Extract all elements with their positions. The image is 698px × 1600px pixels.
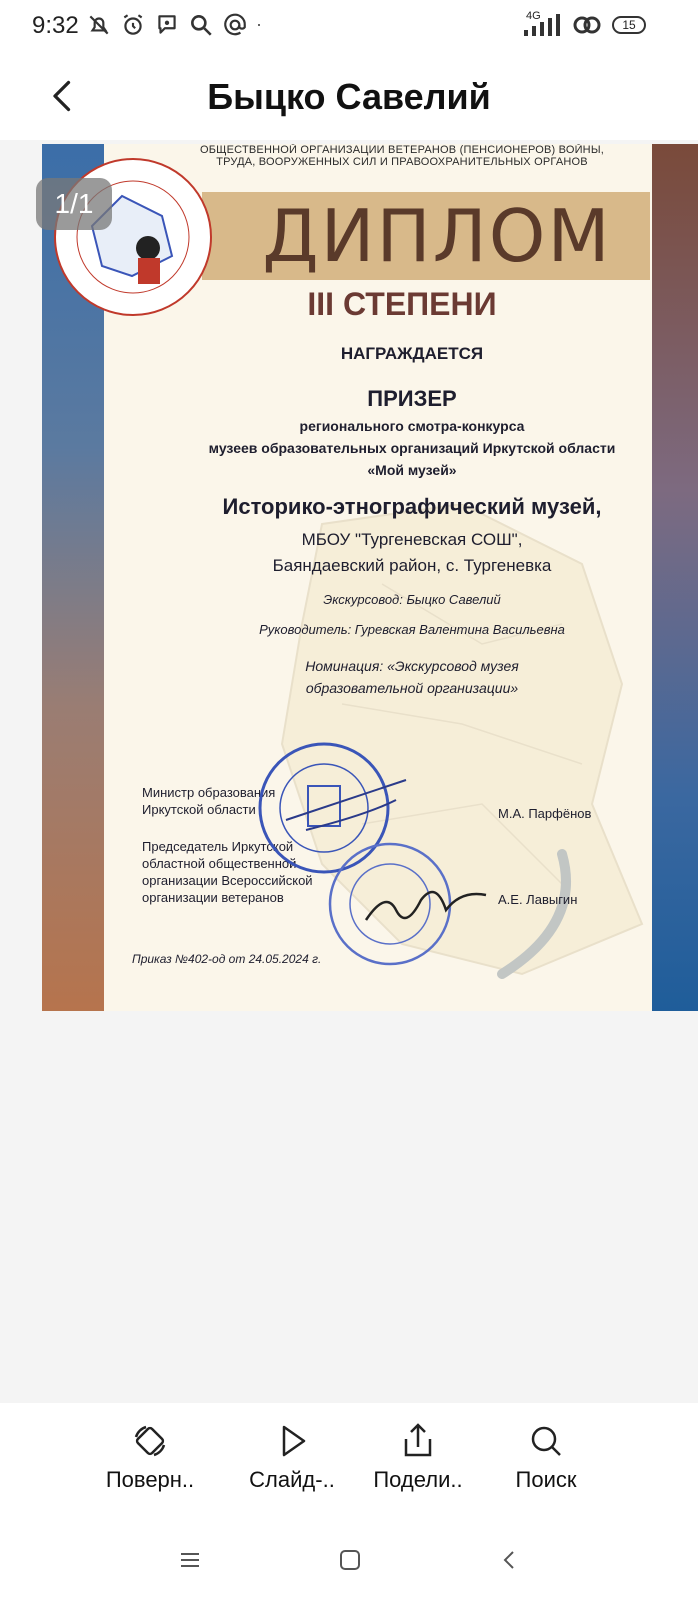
prize-text: ПРИЗЕР	[367, 386, 457, 411]
contest-line-1: регионального смотра-конкурса	[299, 418, 525, 434]
signal-icon	[522, 12, 562, 38]
search-label: Поиск	[515, 1467, 577, 1492]
slideshow-label: Слайд-..	[249, 1467, 335, 1492]
signature-1-line-1: Министр образования	[142, 785, 276, 800]
museum-name: Историко-этнографический музей,	[222, 494, 602, 519]
signature-1-line-2: Иркутской области	[142, 802, 256, 817]
order-line: Приказ №402-од от 24.05.2024 г.	[132, 952, 322, 966]
play-icon	[272, 1421, 312, 1461]
header-line-2: ТРУДА, ВООРУЖЕННЫХ СИЛ И ПРАВООХРАНИТЕЛЬНЫХ ОРГАНОВ	[216, 156, 588, 168]
status-time: 9:32	[32, 12, 79, 39]
dot-icon	[256, 12, 268, 38]
rotate-label: Поверн..	[105, 1467, 195, 1492]
home-square-icon	[338, 1548, 362, 1572]
slideshow-button[interactable]	[222, 1421, 362, 1493]
status-right	[522, 12, 646, 38]
share-label: Подели..	[373, 1467, 463, 1492]
school-place: Баяндаевский район, с. Тургеневка	[272, 556, 552, 575]
handwritten-signatures	[246, 760, 546, 960]
menu-button[interactable]	[170, 1542, 210, 1578]
share-icon	[398, 1421, 438, 1461]
back-icon	[498, 1548, 522, 1572]
signature-2-name: А.Е. Лавыгин	[498, 892, 578, 907]
status-notification-icons	[86, 10, 268, 40]
wifi-link-icon	[572, 13, 602, 37]
nomination-line-1: Номинация: «Экскурсовод музея	[305, 658, 519, 674]
nomination-line-2: образовательной организации»	[305, 680, 519, 696]
network-label: 4G	[526, 10, 541, 22]
image-counter-badge: 1/1	[36, 178, 112, 230]
school-name: МБОУ "Тургеневская СОШ",	[301, 530, 523, 549]
rotate-button[interactable]	[80, 1421, 220, 1493]
share-button[interactable]	[348, 1421, 488, 1493]
page-title: Быцко Савелий	[207, 76, 491, 117]
viewer-toolbar	[0, 1403, 698, 1518]
search-icon	[188, 12, 214, 38]
signature-2-line-2: областной общественной	[142, 856, 297, 871]
supervisor-line: Руководитель: Гуревская Валентина Васильевна	[259, 622, 565, 637]
signature-2-line-3: организации Всероссийской	[142, 873, 313, 888]
menu-icon	[178, 1548, 202, 1572]
search-button[interactable]	[476, 1421, 616, 1493]
signature-2-line-4: организации ветеранов	[142, 890, 284, 905]
header-line-1: ОБЩЕСТВЕННОЙ ОРГАНИЗАЦИИ ВЕТЕРАНОВ (ПЕНСИОНЕРОВ) ВОЙНЫ,	[199, 144, 605, 156]
home-button[interactable]	[330, 1542, 370, 1578]
diploma-degree: III СТЕПЕНИ	[307, 286, 497, 322]
battery-indicator: 15	[612, 16, 646, 34]
rotate-icon	[130, 1421, 170, 1461]
contest-line-2: музеев образовательных организаций Иркутской области	[208, 440, 616, 456]
awarded-text: НАГРАЖДАЕТСЯ	[340, 344, 484, 363]
viber-icon	[154, 12, 180, 38]
diploma-title: ДИПЛОМ	[262, 194, 612, 278]
system-nav-bar	[0, 1518, 698, 1600]
system-back-button[interactable]	[490, 1542, 530, 1578]
alarm-icon	[120, 12, 146, 38]
guide-line: Экскурсовод: Быцко Савелий	[323, 592, 501, 607]
muted-bell-icon	[86, 12, 112, 38]
image-viewer[interactable]	[0, 140, 698, 1403]
search-icon	[526, 1421, 566, 1461]
app-header	[0, 56, 698, 140]
status-bar	[0, 0, 698, 52]
contest-line-3: «Мой музей»	[367, 462, 457, 478]
signature-2-line-1: Председатель Иркутской	[142, 839, 294, 854]
signature-1-name: М.А. Парфёнов	[498, 806, 592, 821]
at-icon	[222, 12, 248, 38]
